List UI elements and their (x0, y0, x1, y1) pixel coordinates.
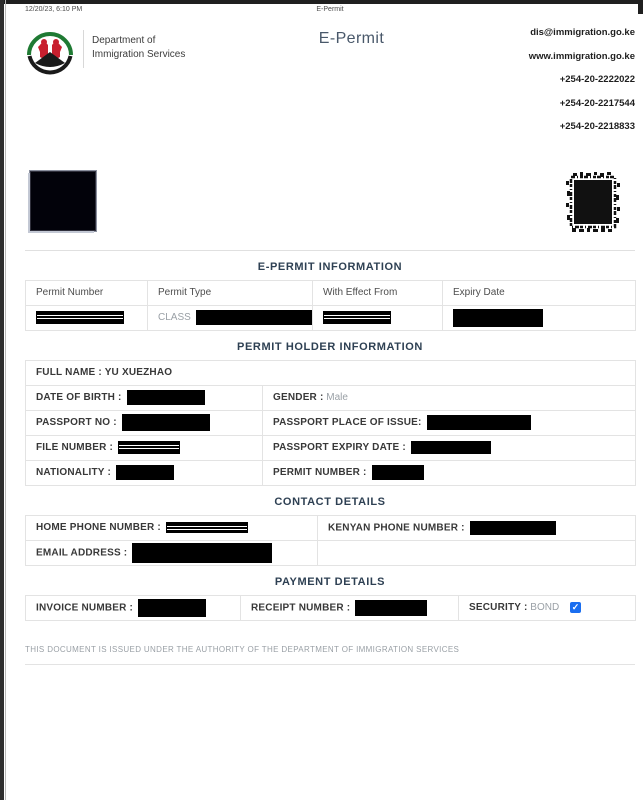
section-heading-contact-details: CONTACT DETAILS (274, 495, 386, 508)
permit-type-value: CLASS (148, 305, 313, 330)
window-frame-right-notch (638, 0, 643, 14)
contact-website: www.immigration.go.ke (528, 50, 635, 62)
passport-no-cell: PASSPORT NO : (26, 410, 263, 435)
section-heading-payment-details: PAYMENT DETAILS (274, 575, 386, 588)
table-row (26, 515, 636, 540)
security-value: BOND (530, 602, 560, 614)
contact-phone-3: +254-20-2218833 (559, 121, 635, 132)
org-name (92, 25, 185, 61)
contact-phone-2: +254-20-2217544 (559, 97, 635, 109)
full-name-row (26, 360, 636, 385)
gender-cell: GENDER : Male (263, 385, 636, 410)
document-header (25, 25, 635, 145)
window-frame-left (0, 0, 4, 800)
header-vertical-divider (83, 30, 84, 68)
logo-block (25, 25, 230, 145)
security-checkbox[interactable] (570, 602, 581, 613)
table-row (26, 410, 636, 435)
full-name-cell (26, 360, 636, 385)
payment-details-table (25, 595, 636, 621)
epermit-info-header-row (26, 280, 636, 305)
epermit-info-table (25, 280, 636, 331)
passport-expiry-cell: PASSPORT EXPIRY DATE : (263, 435, 636, 460)
table-row (26, 595, 636, 620)
window-frame-top (0, 0, 643, 4)
receipt-number-cell: RECEIPT NUMBER : (241, 595, 459, 620)
qr-code (565, 171, 621, 238)
epermit-info-value-row (26, 305, 636, 330)
section-heading-epermit-info: E-PERMIT INFORMATION (257, 260, 403, 273)
empty-cell (318, 540, 636, 565)
holder-photo-redacted (30, 171, 96, 231)
print-datetime: 12/20/23, 6:10 PM (25, 6, 83, 13)
contact-email: dis@immigration.go.ke (530, 27, 635, 38)
kenyan-phone-cell: KENYAN PHONE NUMBER : (318, 515, 636, 540)
authority-footer-note: THIS DOCUMENT IS ISSUED UNDER THE AUTHORITY OF THE DEPARTMENT OF IMMIGRATION SERVICES (25, 644, 460, 654)
with-effect-from-value (313, 305, 443, 330)
file-number-cell: FILE NUMBER : (26, 435, 263, 460)
table-row (26, 435, 636, 460)
table-row (26, 385, 636, 410)
permit-number-value (26, 305, 148, 330)
gender-value: Male (326, 392, 348, 403)
org-name-line2: Immigration Services (92, 48, 186, 60)
nationality-cell: NATIONALITY : (26, 460, 263, 485)
document-title: E-Permit (318, 30, 385, 47)
footer-divider-rule (25, 664, 635, 665)
full-name-value: YU XUEZHAO (104, 367, 173, 378)
header-divider-rule (25, 250, 635, 251)
checkmark-icon: ✓ (571, 601, 580, 612)
table-row (26, 540, 636, 565)
date-of-birth-cell: DATE OF BIRTH : (26, 385, 263, 410)
media-row (25, 171, 635, 238)
invoice-number-cell: INVOICE NUMBER : (26, 595, 241, 620)
col-with-effect-from: With Effect From (313, 280, 443, 305)
window-frame-left-line (5, 0, 6, 800)
immigration-logo-icon (25, 25, 75, 80)
contact-phone-1: +254-20-2222022 (559, 74, 635, 85)
col-expiry-date: Expiry Date (443, 280, 636, 305)
full-name-label: FULL NAME : (36, 367, 102, 378)
section-heading-holder-info: PERMIT HOLDER INFORMATION (237, 340, 423, 353)
holder-info-table (25, 360, 636, 486)
permit-number-cell: PERMIT NUMBER : (263, 460, 636, 485)
print-page-title: E-Permit (316, 6, 344, 13)
security-cell: SECURITY : BOND ✓ (459, 595, 636, 620)
contact-info-block (473, 25, 635, 145)
table-row (26, 460, 636, 485)
col-permit-number: Permit Number (26, 280, 148, 305)
org-name-line1: Department of (92, 35, 156, 46)
email-address-cell: EMAIL ADDRESS : (26, 540, 318, 565)
col-permit-type: Permit Type (148, 280, 313, 305)
expiry-date-value (443, 305, 636, 330)
print-header (25, 6, 635, 16)
home-phone-cell: HOME PHONE NUMBER : (26, 515, 318, 540)
contact-details-table (25, 515, 636, 566)
passport-place-cell: PASSPORT PLACE OF ISSUE: (263, 410, 636, 435)
